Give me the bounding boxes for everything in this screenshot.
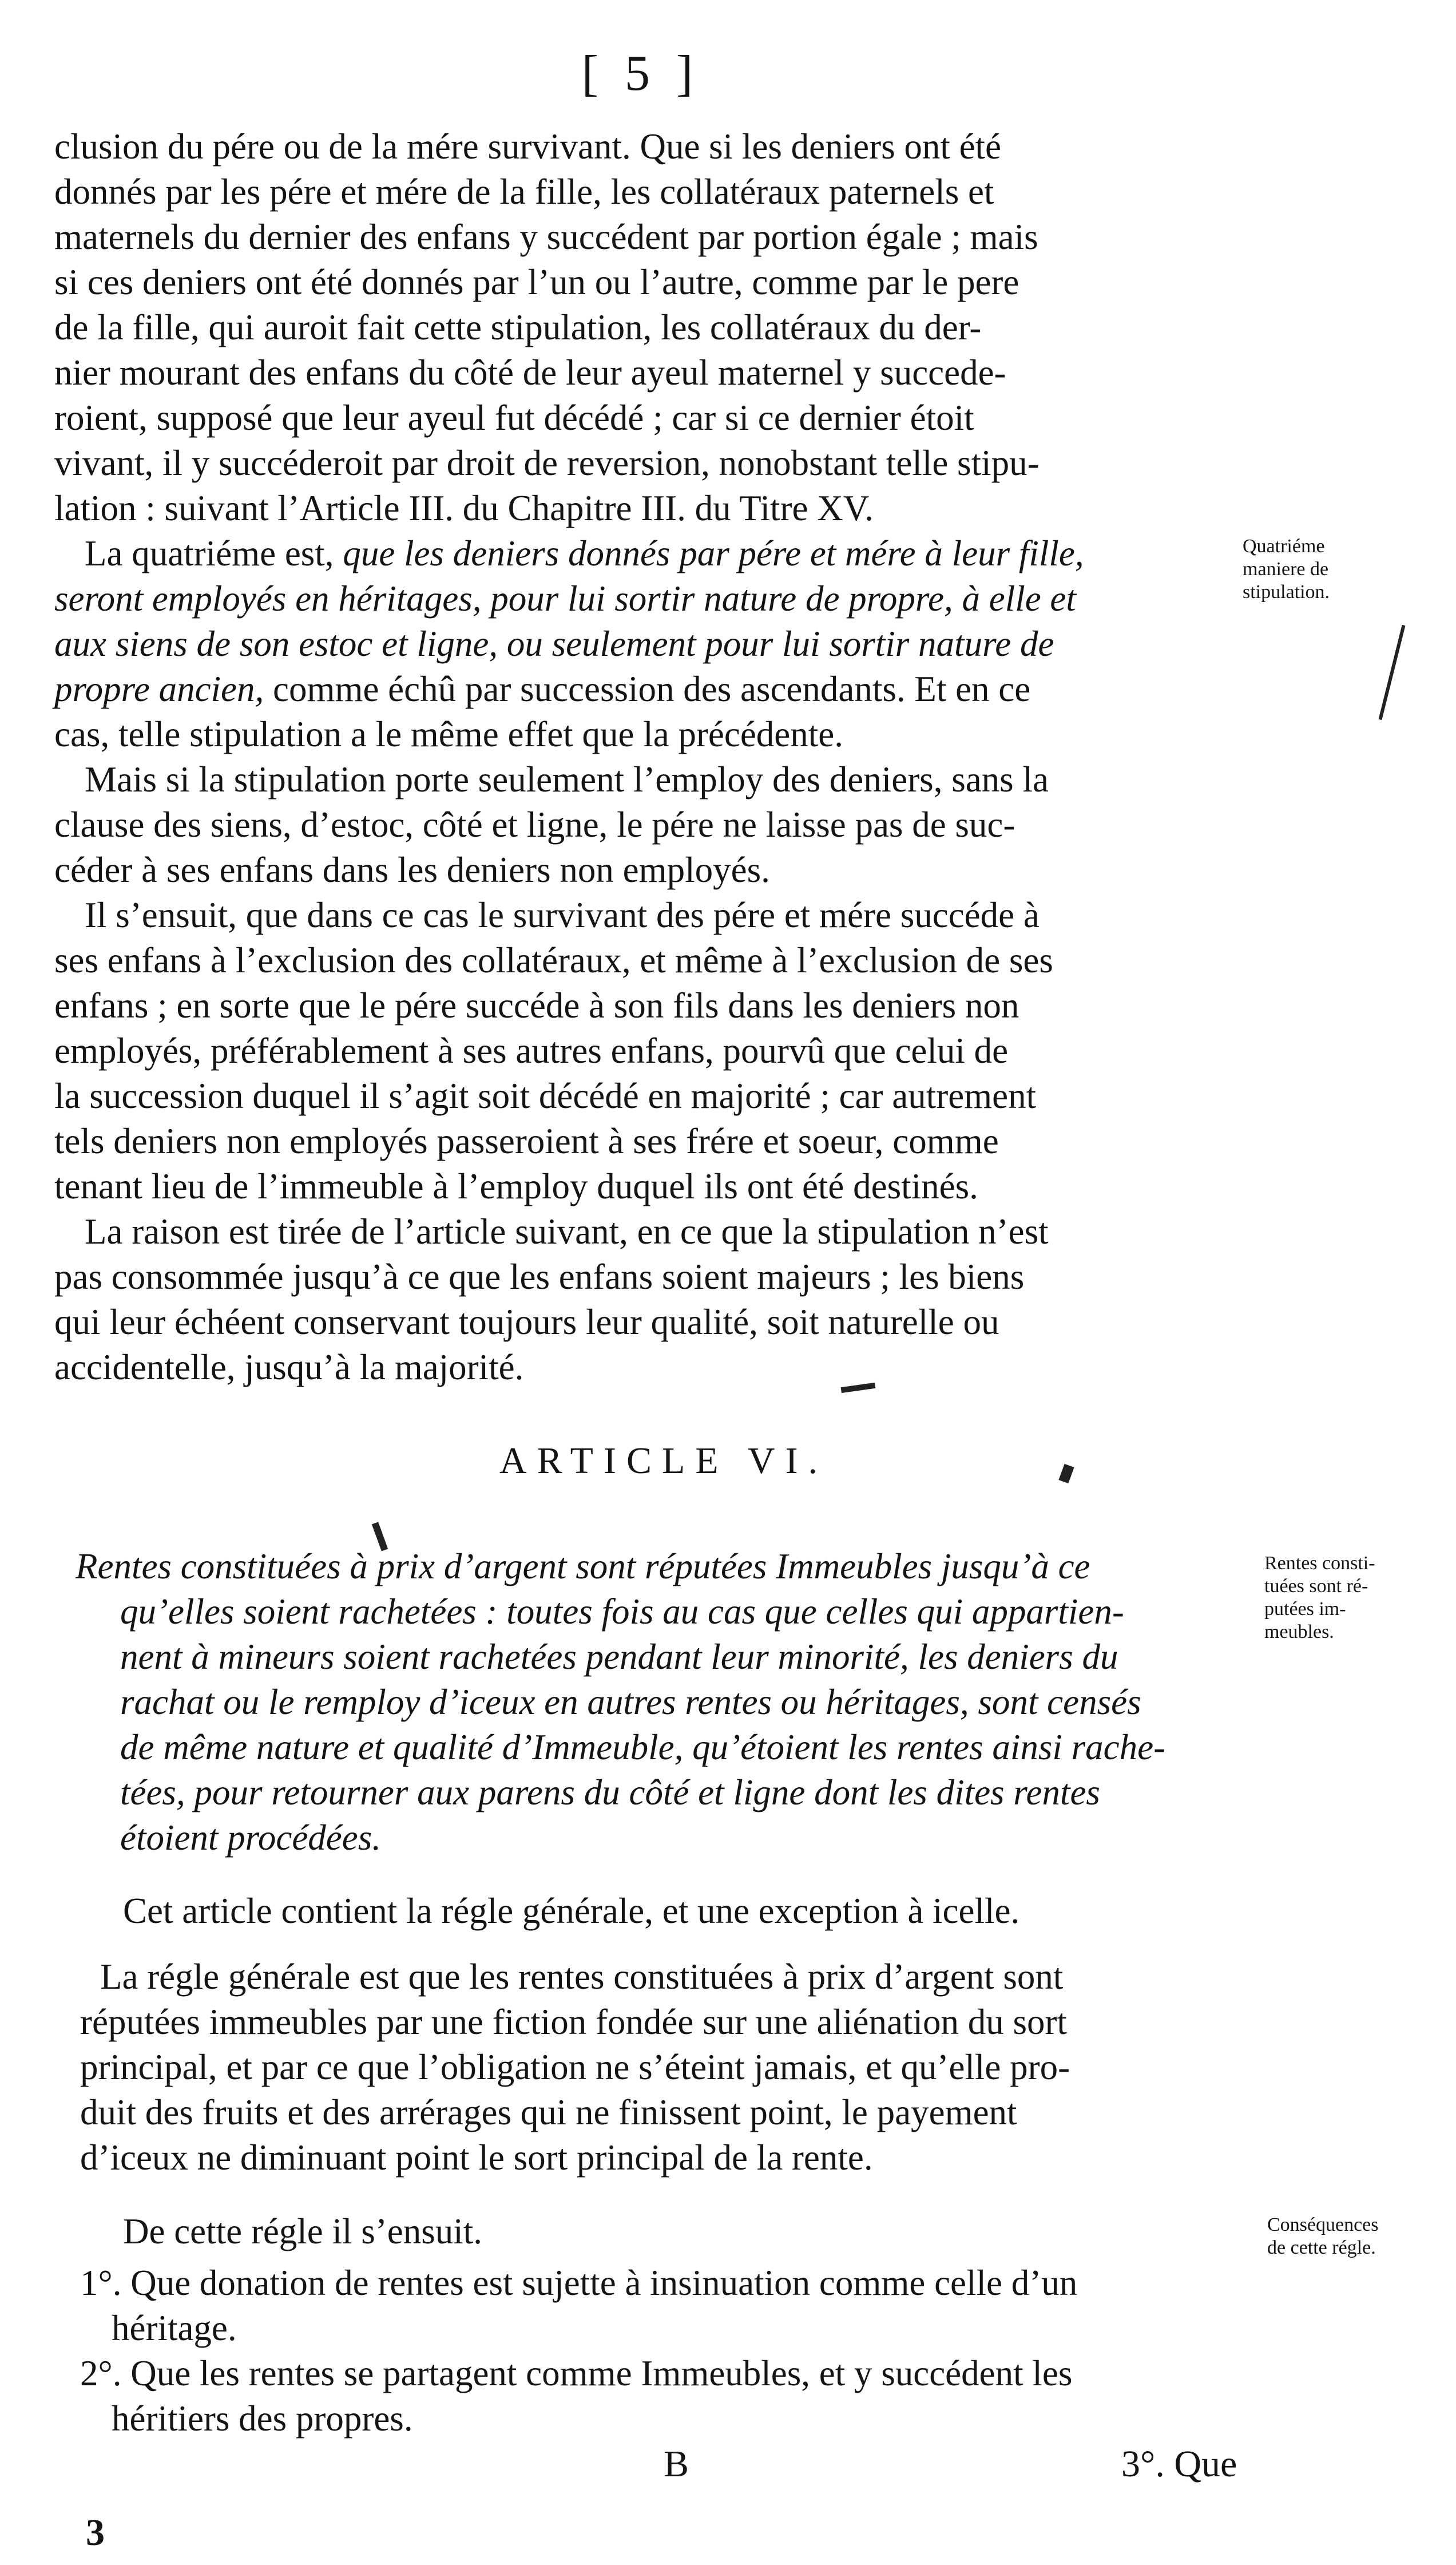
text-line: nent à mineurs soient rachetées pendant leur minorité, les deniers du <box>120 1637 1118 1677</box>
text-line: La régle générale est que les rentes constituées à prix d’argent sont <box>100 1957 1064 1997</box>
page-number: [ 5 ] <box>581 46 700 101</box>
text-line: principal, et par ce que l’obligation ne s’éteint jamais, et qu’elle pro- <box>80 2047 1070 2087</box>
text-line: Il s’ensuit, que dans ce cas le survivant des pére et mére succéde à <box>85 895 1040 935</box>
text-line: donnés par les pére et mére de la fille, les collatéraux paternels et <box>54 172 994 212</box>
text-line: clause des siens, d’estoc, côté et ligne, le pére ne laisse pas de suc- <box>54 805 1015 845</box>
text-line: Mais si la stipulation porte seulement l’employ des deniers, sans la <box>85 759 1049 799</box>
text-line: qu’elles soient rachetées : toutes fois au cas que celles qui appartien- <box>120 1592 1124 1632</box>
text-line: seront employés en héritages, pour lui sortir nature de propre, à elle et <box>54 579 1076 619</box>
margin-note-line: meubles. <box>1264 1621 1334 1642</box>
text-line: clusion du pére ou de la mére survivant. Que si les deniers ont été <box>54 126 1002 167</box>
text-line: Rentes constituées à prix d’argent sont réputées Immeubles jusqu’à ce <box>76 1546 1090 1586</box>
margin-note-line: de cette régle. <box>1267 2237 1376 2258</box>
margin-note-line: putées im- <box>1264 1598 1346 1620</box>
signature-mark: B <box>664 2443 689 2485</box>
text-line: vivant, il y succéderoit par droit de reversion, nonobstant telle stipu- <box>54 443 1040 483</box>
text-line: La raison est tirée de l’article suivant, en ce que la stipulation n’est <box>85 1212 1049 1252</box>
text-line: si ces deniers ont été donnés par l’un ou l’autre, comme par le pere <box>54 262 1019 302</box>
text-line: pas consommée jusqu’à ce que les enfans soient majeurs ; les biens <box>54 1257 1025 1297</box>
margin-note-line: Rentes consti- <box>1264 1553 1375 1574</box>
margin-note-line: Quatriéme <box>1243 536 1325 557</box>
text-line: d’iceux ne diminuant point le sort principal de la rente. <box>80 2138 873 2178</box>
text-line: tées, pour retourner aux parens du côté et ligne dont les dites rentes <box>120 1772 1100 1812</box>
list-item: 1°. Que donation de rentes est sujette à insinuation comme celle d’un <box>80 2263 1078 2303</box>
text-line: duit des fruits et des arrérages qui ne finissent point, le payement <box>80 2092 1017 2132</box>
list-item: 2°. Que les rentes se partagent comme Immeubles, et y succédent les <box>80 2353 1073 2393</box>
text-line: employés, préférablement à ses autres enfans, pourvû que celui de <box>54 1031 1009 1071</box>
text-line: roient, supposé que leur ayeul fut décédé ; car si ce dernier étoit <box>54 398 974 438</box>
text-line: De cette régle il s’ensuit. <box>123 2211 483 2251</box>
text-line: enfans ; en sorte que le pére succéde à son fils dans les deniers non <box>54 985 1019 1026</box>
text-line: ses enfans à l’exclusion des collatéraux, et même à l’exclusion de ses <box>54 940 1053 980</box>
sheet-number: 3 <box>86 2512 105 2554</box>
text-roman: comme échû par succession des ascendants. Et en ce <box>264 669 1031 709</box>
text-line: la succession duquel il s’agit soit décédé en majorité ; car autrement <box>54 1076 1037 1116</box>
text-line: réputées immeubles par une fiction fondée sur une aliénation du sort <box>80 2002 1067 2042</box>
text-line: Cet article contient la régle générale, et une exception à icelle. <box>123 1891 1020 1931</box>
text-italic: que les deniers donnés par pére et mére à leur fille, <box>343 533 1084 573</box>
text-line: aux siens de son estoc et ligne, ou seulement pour lui sortir nature de <box>54 624 1054 664</box>
catchword: 3°. Que <box>1121 2443 1237 2485</box>
list-item: héritiers des propres. <box>112 2398 413 2439</box>
margin-note-line: stipulation. <box>1243 581 1330 603</box>
text-line: nier mourant des enfans du côté de leur ayeul maternel y succede- <box>54 353 1006 393</box>
text-line: cas, telle stipulation a le même effet que la précédente. <box>54 714 843 754</box>
text-line <box>54 667 1030 712</box>
text-line: tels deniers non employés passeroient à ses frére et soeur, comme <box>54 1121 999 1161</box>
margin-note-line: maniere de <box>1243 559 1329 580</box>
print-speck <box>841 1383 876 1393</box>
text-line: de même nature et qualité d’Immeuble, qu’étoient les rentes ainsi rache- <box>120 1727 1166 1767</box>
article-heading: ARTICLE VI. <box>499 1440 828 1482</box>
text-roman: La quatriéme est, <box>85 533 343 573</box>
margin-note-consequences <box>1267 2214 1379 2259</box>
text-line: lation : suivant l’Article III. du Chapitre III. du Titre XV. <box>54 488 874 528</box>
margin-note-quatrieme <box>1243 535 1330 604</box>
list-item: héritage. <box>112 2308 237 2348</box>
text-line: tenant lieu de l’immeuble à l’employ duquel ils ont été destinés. <box>54 1166 978 1206</box>
margin-note-line: Conséquences <box>1267 2214 1379 2235</box>
text-line: accidentelle, jusqu’à la majorité. <box>54 1347 524 1387</box>
text-line: qui leur échéent conservant toujours leur qualité, soit naturelle ou <box>54 1302 999 1342</box>
text-line: de la fille, qui auroit fait cette stipulation, les collatéraux du der- <box>54 307 982 347</box>
text-line: maternels du dernier des enfans y succédent par portion égale ; mais <box>54 217 1038 257</box>
text-line <box>85 531 1084 576</box>
text-line: étoient procédées. <box>120 1818 381 1858</box>
text-italic: propre ancien, <box>54 669 264 709</box>
margin-note-rentes <box>1264 1552 1375 1644</box>
print-speck <box>1379 625 1406 720</box>
margin-note-line: tuées sont ré- <box>1264 1576 1368 1597</box>
text-line: rachat ou le remploy d’iceux en autres rentes ou héritages, sont censés <box>120 1682 1141 1722</box>
text-line: céder à ses enfans dans les deniers non employés. <box>54 850 770 890</box>
